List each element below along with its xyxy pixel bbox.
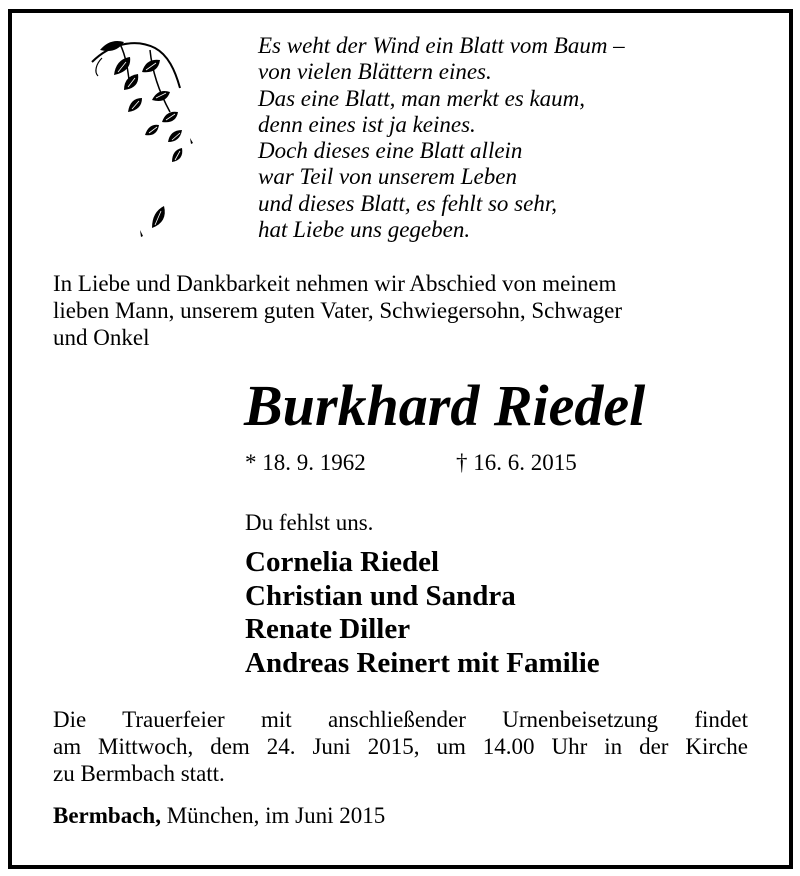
intro-line: und Onkel [53,325,150,350]
intro-line: lieben Mann, unserem guten Vater, Schwiegersohn, Schwager [53,298,623,323]
birth-date: * 18. 9. 1962 [245,450,366,475]
poem-line: und dieses Blatt, es fehlt so sehr, [258,190,557,216]
mourners-list [245,546,600,680]
place-name: Bermbach, [53,803,161,828]
intro-text [53,270,753,351]
funeral-line: am Mittwoch, dem 24. Juni 2015, um 14.00 Uhr in der Kirche [53,734,748,759]
poem-line: denn eines ist ja keines. [258,111,476,137]
poem-line: hat Liebe uns gegeben. [258,217,471,243]
poem-line: von vielen Blättern eines. [258,59,492,85]
poem-line: Doch dieses eine Blatt allein [258,138,523,164]
poem [258,33,625,243]
mourner-name: Renate Diller [245,613,411,645]
place-and-date [53,803,385,829]
funeral-line: Die Trauerfeier mit anschließender Urnenbeisetzung findet [53,707,748,732]
mourner-name: Cornelia Riedel [245,546,440,578]
poem-line: Es weht der Wind ein Blatt vom Baum – [258,33,625,58]
mourner-name: Christian und Sandra [245,579,516,612]
funeral-line: zu Bermbach statt. [53,761,225,786]
falling-leaves-icon [80,30,210,245]
poem-line: war Teil von unserem Leben [258,164,517,190]
deceased-name: Burkhard Riedel [244,373,646,438]
place-date: München, im Juni 2015 [160,803,386,828]
poem-line: Das eine Blatt, man merkt es kaum, [258,85,586,111]
mourner-name: Andreas Reinert mit Familie [245,646,600,679]
intro-line: In Liebe und Dankbarkeit nehmen wir Abschied von meinem [53,271,617,296]
death-date: † 16. 6. 2015 [456,450,577,475]
farewell-text: Du fehlst uns. [245,510,374,535]
funeral-notice [53,706,748,787]
